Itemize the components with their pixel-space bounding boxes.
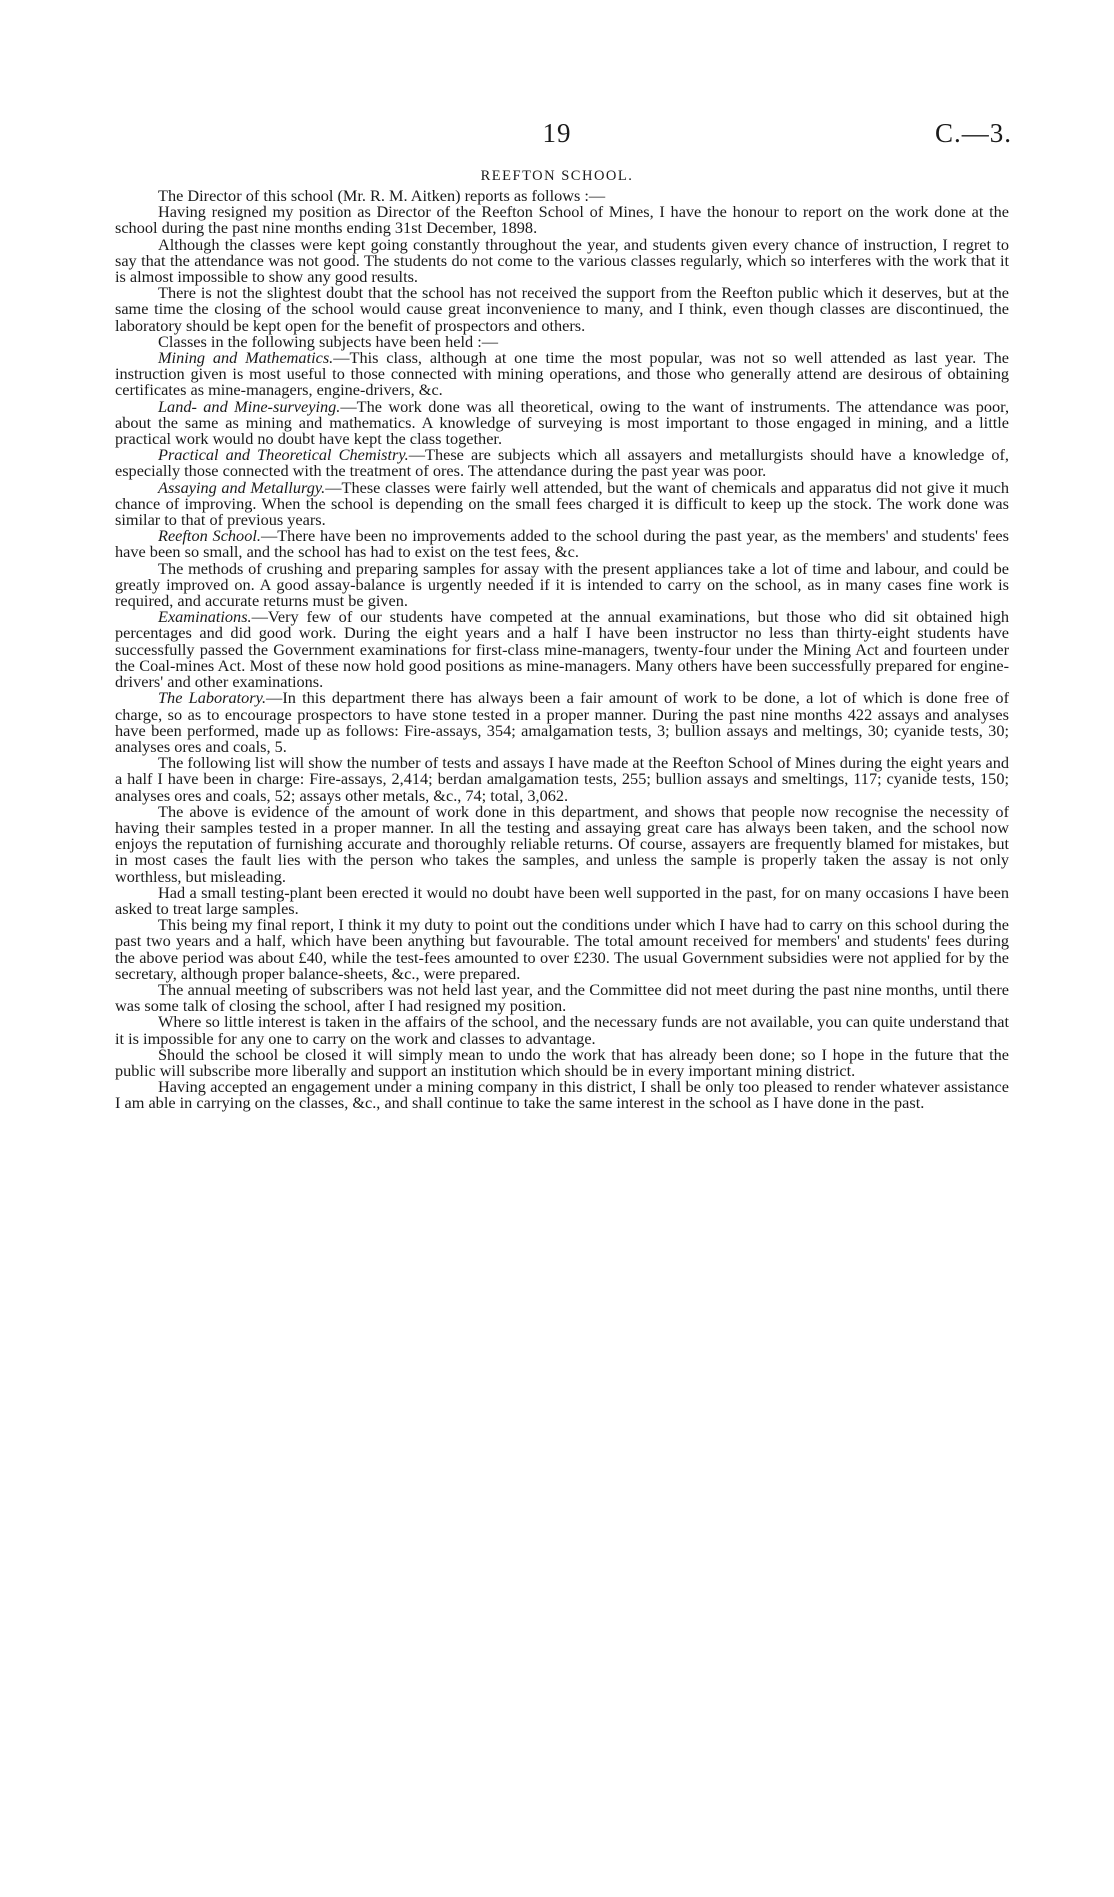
paragraph — [115, 1079, 1009, 1111]
paragraph-text: —These are subjects which all assayers and metallurgists should have a knowledge of, especially those connected with the treatment of ores. The attendance during the past year was poor. — [115, 445, 1010, 481]
paragraph — [115, 917, 1009, 982]
paragraph-lead: Mining and Mathematics. — [158, 348, 334, 368]
paragraph-text: —These classes were fairly well attended, but the want of chemicals and apparatus did not give it much chance of improving. When the school is depending on the small fees charged it is difficult to keep up the stock. The work done was similar to that of previous years. — [115, 477, 1010, 530]
paragraph — [115, 558, 1009, 611]
paragraph — [115, 609, 1009, 690]
paragraph-text: —The work done was all theoretical, owing to the want of instruments. The attendance was poor, about the same as mining and mathematics. A knowledge of surveying is most important to those engaged in mining, and a little practical work would no doubt have kept the class together. — [115, 396, 1010, 449]
paragraph-lead: Examinations. — [158, 607, 252, 627]
paragraph-text: The following list will show the number of tests and assays I have made at the Reefton School of Mines during the eight years and a half I have been in charge: Fire-assays, 2,414; berdan amalgamation tests, 255; bullion assays and smeltings, 117; cyanide tests, 150; analyses ores and coals, 52; assays other metals, &c., 74; total, 3,062. — [115, 753, 1009, 805]
document-reference: C.—3. — [934, 118, 1012, 148]
paragraph — [115, 801, 1009, 886]
paragraph-lead: Assaying and Metallurgy. — [158, 477, 326, 497]
paragraph — [115, 234, 1009, 287]
paragraph — [115, 528, 1009, 560]
paragraph — [115, 755, 1009, 804]
paragraph-text: —Very few of our students have competed at the annual examinations, but those who did sit obtained high percentages and did good work. During the eight years and a half I have been instructor no less than thirty-eight students have successfully passed the Government examinations for first-class mine-managers, twenty-four under the Mining Act and fourteen under the Coal-mines Act. Most of these now hold good positions as mine-managers. Many others have been successfully prepared for engine-drivers' and other examinations. — [115, 607, 1009, 692]
paragraph — [115, 882, 1009, 918]
paragraph — [115, 1014, 1009, 1046]
paragraph — [115, 447, 1009, 479]
paragraph — [115, 204, 1009, 236]
section-heading: REEFTON SCHOOL. — [480, 168, 634, 184]
paragraph — [115, 350, 1009, 399]
paragraph-text: —There have been no improvements added to the school during the past year, as the members' and students' fees have been so small, and the school has had to exist on the test fees, &c. — [115, 526, 1009, 562]
paragraph-text: Had a small testing-plant been erected it would no doubt have been well supported in the past, for on many occasions I have been asked to treat large samples. — [115, 882, 1009, 918]
paragraph-lead: Land- and Mine-surveying. — [158, 396, 341, 416]
paragraph-lead: The Laboratory. — [158, 688, 267, 708]
paragraph-text: There is not the slightest doubt that the school has not received the support from the Reefton public which it deserves, but at the same time the closing of the school would cause great inconvenience to many, and I think, even though classes are discontinued, the laboratory should be kept open for the benefit of prospectors and others. — [115, 283, 1009, 335]
paragraph-text: —In this department there has always been a fair amount of work to be done, a lot of which is done free of charge, so as to encourage prospectors to have stone tested in a proper manner. During the past nine months 422 assays and analyses have been performed, made up as follows: Fire-assays, 354; amalgamation tests, 3; bullion assays and meltings, 30; cyanide tests, 30; analyses ores and coals, 5. — [115, 688, 1009, 756]
paragraph-text: Although the classes were kept going constantly throughout the year, and students given every chance of instruction, I regret to say that the attendance was not good. The students do not come to the various classes regularly, which so interferes with the work that it is almost impossible to show any good results. — [115, 234, 1009, 287]
paragraph-lead: Reefton School. — [158, 526, 261, 546]
paragraph — [115, 477, 1010, 530]
paragraph-text: The Director of this school (Mr. R. M. Aitken) reports as follows :— — [158, 186, 606, 205]
page-number: 19 — [542, 118, 572, 148]
paragraph-text: The methods of crushing and preparing samples for assay with the present appliances take a lot of time and labour, and could be greatly improved on. A good assay-balance is urgently needed if it is intended to carry on the school, as in many cases fine work is required, and accurate returns must be given. — [115, 558, 1009, 611]
paragraph — [115, 285, 1009, 334]
report-body — [115, 188, 1009, 1112]
paragraph — [115, 396, 1010, 449]
paragraph — [115, 979, 1009, 1016]
paragraph-text: The annual meeting of subscribers was not held last year, and the Committee did not meet during the past nine months, until there was some talk of closing the school, after I had resigned my position. — [115, 979, 1009, 1016]
paragraph-text: —This class, although at one time the most popular, was not so well attended as last year. The instruction given is most useful to those connected with mining operations, and those who generally attend are desirous of obtaining certificates as mine-managers, engine-drivers, &c. — [115, 348, 1009, 400]
paragraph — [115, 690, 1009, 755]
paragraph-text: Where so little interest is taken in the affairs of the school, and the necessary funds are not available, you can quite understand that it is impossible for any one to carry on the work and classes to advantage. — [115, 1012, 1010, 1048]
paragraph-text: This being my final report, I think it my duty to point out the conditions under which I have had to carry on this school during the past two years and a half, which have been anything but favourable. The total amount received for members' and students' fees during the above period was about £40, while the test-fees amounted to over £230. The usual Government subsidies were not applied for by the secretary, although proper balance-sheets, &c., were prepared. — [115, 915, 1009, 983]
paragraph-text: Having accepted an engagement under a mining company in this district, I shall be only too pleased to render whatever assistance I am able in carrying on the classes, &c., and shall continue to take the same interest in the school as I have done in the past. — [115, 1077, 1009, 1113]
paragraph-text: Classes in the following subjects have been held :— — [158, 331, 499, 351]
paragraph-text: The above is evidence of the amount of work done in this department, and shows that people now recognise the necessity of having their samples tested in a proper manner. In all the testing and assaying great care has always been taken, and the school now enjoys the reputation of furnishing accurate and thoroughly reliable returns. Of course, assayers are frequently blamed for mistakes, but in most cases the fault lies with the person who takes the samples, and unless the sample is properly taken the assay is not only worthless, but misleading. — [115, 801, 1009, 886]
paragraph — [115, 1044, 1009, 1080]
paragraph-text: Should the school be closed it will simply mean to undo the work that has already been done; so I hope in the future that the public will subscribe more liberally and support an institution which should be in every important mining district. — [115, 1044, 1009, 1080]
paragraph-text: Having resigned my position as Director of the Reefton School of Mines, I have the honour to report on the work done at the school during the past nine months ending 31st December, 1898. — [115, 202, 1009, 238]
paragraph-lead: Practical and Theoretical Chemistry. — [158, 445, 409, 465]
